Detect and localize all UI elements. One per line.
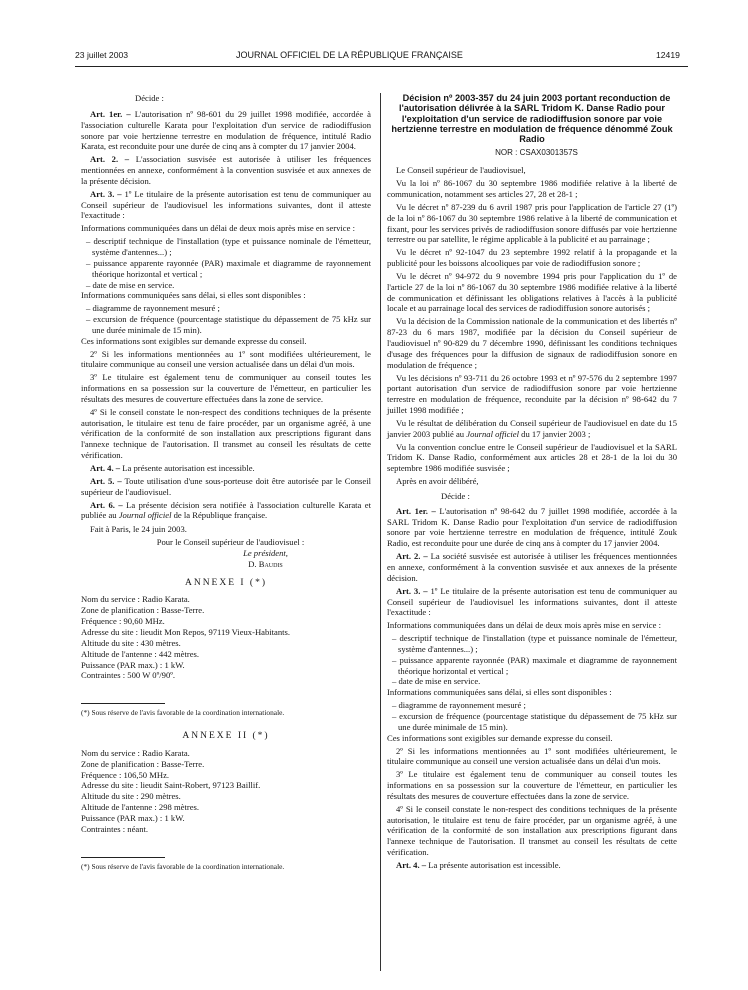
article-1 <box>387 506 677 549</box>
paragraph: Ces informations sont exigibles sur demande expresse du conseil. <box>81 335 307 346</box>
article-4 <box>387 860 677 871</box>
article-3 <box>387 586 677 619</box>
article-text: de la République française. <box>173 510 268 521</box>
article-3 <box>81 189 371 222</box>
right-column <box>387 93 677 873</box>
paragraph: Après en avoir délibéré, <box>396 476 479 487</box>
article-text: La société susvisée est autorisée à utiliser les fréquences mentionnées en annexe, conformément à la convention susvisée et aux annexes de la présente décision. <box>387 551 677 583</box>
article-text: 1º Le titulaire de la présente autorisation est tenu de communiquer au Conseil supérieur de l'audiovisuel les informations suivantes, dont il atteste l'exactitude : <box>81 188 371 221</box>
annex-line: Fréquence : 90,60 MHz. <box>81 616 165 627</box>
article-label: Art. 1er. – <box>396 505 436 516</box>
article-4 <box>81 463 371 474</box>
annex-1-title: ANNEXE I (*) <box>184 577 268 588</box>
article-label: Art. 4. – <box>396 859 427 870</box>
article-label: Art. 6. – <box>90 499 123 510</box>
list-item: – diagramme de rayonnement mesuré ; <box>392 700 526 711</box>
visa-text: Vu le résultat de délibération du Conseil supérieur de l'audiovisuel en date du 15 janvier 2003 publié au <box>387 417 677 439</box>
paragraph: 4º Si le conseil constate le non-respect des conditions techniques de la présente autorisation, le titulaire est tenu de faire procéder, par un organisme agréé, à une vérification de la conformité de son installation aux prescriptions figurant dans l'annexe technique de l'autorisation. Il transmet au conseil les résultats de cette vérification. <box>81 406 371 461</box>
decide-heading: Décide : <box>135 93 164 103</box>
list-item: – excursion de fréquence (pourcentage statistique du dépassement de 75 kHz sur une durée minimale de 15 min). <box>86 314 371 335</box>
annex-line: Altitude du site : 430 mètres. <box>81 637 181 648</box>
article-label: Art. 1er. – <box>90 108 131 119</box>
visa: Vu la loi nº 86-1067 du 30 septembre 1986 modifiée relative à la liberté de communication, notamment ses articles 27, 28 et 28-1 ; <box>387 178 677 200</box>
header-page-number: 12419 <box>656 50 680 60</box>
article-2 <box>387 551 677 584</box>
annex-line: Zone de planification : Basse-Terre. <box>81 758 205 769</box>
article-text: La présente autorisation est incessible. <box>428 859 561 870</box>
annex-line: Puissance (PAR max.) : 1 kW. <box>81 659 185 670</box>
info-delay-heading: Informations communiquées dans un délai de deux mois après mise en service : <box>81 223 355 234</box>
column-divider <box>380 93 381 971</box>
article-text: L'autorisation nº 98-642 du 7 juillet 1998 modifiée, accordée à la SARL Tridom K. Danse Radio pour l'exploitation d'un service de radiodiffusion sonore par voie hertzienne terrestre en modulation de fréquence, intitulé Zouk Radio, est reconduite pour une durée de cinq ans à compter du 17 janvier 2004. <box>387 505 678 549</box>
decision-title: Décision nº 2003-357 du 24 juin 2003 portant reconduction de l'autorisation délivrée à la SARL Tridom K. Danse Radio pour l'exploitation d'un service de radiodiffusion sonore par voie hertzienne terrestre en modulation de fréquence dénommé Zouk Radio <box>391 93 673 145</box>
article-2 <box>81 154 371 187</box>
footnote: (*) Sous réserve de l'avis favorable de la coordination internationale. <box>81 708 285 718</box>
article-text: Toute utilisation d'une sous-porteuse doit être autorisée par le Conseil supérieur de l'audiovisuel. <box>81 475 371 497</box>
list-item: – excursion de fréquence (pourcentage statistique du dépassement de 75 kHz sur une durée minimale de 15 min). <box>392 710 677 732</box>
info-delay-heading: Informations communiquées dans un délai de deux mois après mise en service : <box>387 620 661 631</box>
info-nodelay-heading: Informations communiquées sans délai, si elles sont disponibles : <box>387 687 612 698</box>
annex-line: Adresse du site : lieudit Mon Repos, 97119 Vieux-Habitants. <box>81 626 291 637</box>
article-label: Art. 5. – <box>90 475 122 486</box>
page-header <box>0 50 748 64</box>
footnote-rule <box>81 857 165 858</box>
visa: Vu le décret nº 87-239 du 6 avril 1987 pris pour l'application de l'article 27 (1º) de la loi nº 86-1067 du 30 septembre 1986 relative à la liberté de communication et fixant, pour les services privés de radiodiffusion sonore diffusés par voie hertzienne terrestre ou par satellite, le régime applicable à la publicité et au parrainage ; <box>387 201 677 245</box>
paragraph: 2º Si les informations mentionnées au 1º sont modifiées ultérieurement, le titulaire communique au conseil une version actualisée dans un délai d'un mois. <box>387 745 677 767</box>
annex-2-title: ANNEXE II (*) <box>182 731 270 742</box>
signature-for: Pour le Conseil supérieur de l'audiovisuel : <box>156 537 305 548</box>
visa: Vu la convention conclue entre le Conseil supérieur de l'audiovisuel et la SARL Tridom K. Danse Radio, conformément aux articles 28 et 28-1 de la loi du 30 septembre 1986 modifiée susvisée ; <box>387 441 677 474</box>
article-label: Art. 2. – <box>396 551 428 562</box>
decide-heading: Décide : <box>441 490 470 501</box>
left-column <box>81 93 371 872</box>
signature-name: D. Baudis <box>248 558 283 569</box>
paragraph: 3º Le titulaire est également tenu de communiquer au conseil toutes les informations en sa possession sur la couverture de l'émetteur, en particulier les résultats des mesures de couverture effectuées dans la zone de service. <box>387 769 677 801</box>
list-item: – puissance apparente rayonnée (PAR) maximale et diagramme de rayonnement théorique horizontal et vertical ; <box>86 257 371 279</box>
visa: Vu la décision de la Commission nationale de la communication et des libertés nº 87-23 du 6 mars 1987, modifiée par la décision du Conseil supérieur de l'audiovisuel nº 90-829 du 7 décembre 1990, définissant les conditions techniques d'usage des fréquences pour la diffusion de signaux de radiodiffusion sonore en modulation de fréquence ; <box>387 316 677 370</box>
visa <box>387 418 677 440</box>
annex-line: Nom du service : Radio Karata. <box>81 747 190 758</box>
annex-line: Contraintes : 500 W 0º/90º. <box>81 670 176 681</box>
paragraph: 3º Le titulaire est également tenu de communiquer au conseil toutes les informations en sa possession sur la couverture de l'émetteur, en particulier les résultats des mesures de couverture effectuées dans la zone de service. <box>81 372 371 404</box>
article-text: L'autorisation nº 98-601 du 29 juillet 1998 modifiée, accordée à l'association culturelle Karata pour l'exploitation d'un service de radiodiffusion sonore par voie hertzienne terrestre en modulation de fréquence, intitulé Radio Karata, est reconduite pour une durée de cinq ans à compter du 17 janvier 2004. <box>81 108 371 152</box>
header-date: 23 juillet 2003 <box>75 50 129 60</box>
annex-line: Puissance (PAR max.) : 1 kW. <box>81 812 185 823</box>
footnote: (*) Sous réserve de l'avis favorable de la coordination internationale. <box>81 861 285 871</box>
list-item: – descriptif technique de l'installation (type et puissance nominale de l'émetteur, système d'antennes...) ; <box>392 633 677 654</box>
header-journal-title: JOURNAL OFFICIEL DE LA RÉPUBLIQUE FRANÇAISE <box>236 50 463 60</box>
list-item: – puissance apparente rayonnée (PAR) maximale et diagramme de rayonnement théorique horizontal et vertical ; <box>392 654 677 676</box>
header-rule <box>75 66 688 67</box>
article-text: L'association susvisée est autorisée à utiliser les fréquences mentionnées en annexe, conformément à la convention susvisée et aux annexes de la présente décision. <box>81 154 371 186</box>
article-text: 1º Le titulaire de la présente autorisation est tenu de communiquer au Conseil supérieur de l'audiovisuel les informations suivantes, dont il atteste l'exactitude : <box>387 585 677 618</box>
article-1 <box>81 109 371 152</box>
list-item: – diagramme de rayonnement mesuré ; <box>86 303 220 314</box>
annex-line: Altitude de l'antenne : 298 mètres. <box>81 802 200 813</box>
list-item: – date de mise en service. <box>392 676 481 687</box>
article-6 <box>81 500 371 522</box>
article-text: La présente autorisation est incessible. <box>122 463 255 473</box>
article-label: Art. 2. – <box>90 154 130 165</box>
footnote-rule <box>81 703 165 704</box>
list-item: – date de mise en service. <box>86 279 175 290</box>
paragraph: Ces informations sont exigibles sur demande expresse du conseil. <box>387 732 613 743</box>
done-at: Fait à Paris, le 24 juin 2003. <box>90 524 187 535</box>
article-text: La présente décision sera notifiée à l'association culturelle Karata et publiée au <box>81 499 371 521</box>
paragraph: 2º Si les informations mentionnées au 1º sont modifiées ultérieurement, le titulaire communique au conseil une version actualisée dans un délai d'un mois. <box>81 348 371 370</box>
visa-text: du 17 janvier 2003 ; <box>521 428 591 439</box>
list-item: – descriptif technique de l'installation (type et puissance nominale de l'émetteur, système d'antennes...) ; <box>86 236 371 257</box>
annex-line: Nom du service : Radio Karata. <box>81 594 190 605</box>
paragraph: Le Conseil supérieur de l'audiovisuel, <box>396 165 526 176</box>
journal-officiel-italic: Journal officiel <box>466 428 519 439</box>
annex-line: Contraintes : néant. <box>81 823 149 834</box>
annex-line: Adresse du site : lieudit Saint-Robert, 97123 Baillif. <box>81 780 261 791</box>
journal-officiel-italic: Journal officiel <box>118 510 172 521</box>
visa: Vu les décisions nº 93-711 du 26 octobre 1993 et nº 97-576 du 2 septembre 1997 portant autorisation d'un service de radiodiffusion sonore par voie hertzienne terrestre en modulation de fréquence, reconduite par la décision nº 98-642 du 7 juillet 1998 modifiée ; <box>387 372 677 416</box>
signature-role: Le président, <box>243 547 288 558</box>
article-label: Art. 3. – <box>396 585 428 596</box>
annex-line: Fréquence : 106,50 MHz. <box>81 769 170 780</box>
article-label: Art. 4. – <box>90 463 121 473</box>
annex-line: Altitude du site : 290 mètres. <box>81 791 181 802</box>
annex-line: Zone de planification : Basse-Terre. <box>81 605 205 616</box>
visa: Vu le décret nº 94-972 du 9 novembre 1994 pris pour l'application du 1º de l'article 27 de la loi nº 86-1067 du 30 septembre 1986 modifiée relative à la liberté de communication et définissant les obligations relatives à l'accès à la publicité locale et au parrainage local des services de radiodiffusion sonore autorisés ; <box>387 270 677 314</box>
annex-line: Altitude de l'antenne : 442 mètres. <box>81 648 200 659</box>
nor-reference: NOR : CSAX0301357S <box>495 148 578 158</box>
article-label: Art. 3. – <box>90 188 122 199</box>
paragraph: 4º Si le conseil constate le non-respect des conditions techniques de la présente autorisation, le titulaire est tenu de faire procéder, par un organisme agréé, à une vérification de la conformité de son installation aux prescriptions figurant dans l'annexe technique de l'autorisation. Il transmet au conseil les résultats de cette vérification. <box>387 803 677 858</box>
visa: Vu le décret nº 92-1047 du 23 septembre 1992 relatif à la propagande et la publicité pour les boissons alcooliques par voie de radiodiffusion sonore ; <box>387 247 677 269</box>
article-5 <box>81 476 371 498</box>
info-nodelay-heading: Informations communiquées sans délai, si elles sont disponibles : <box>81 290 306 301</box>
